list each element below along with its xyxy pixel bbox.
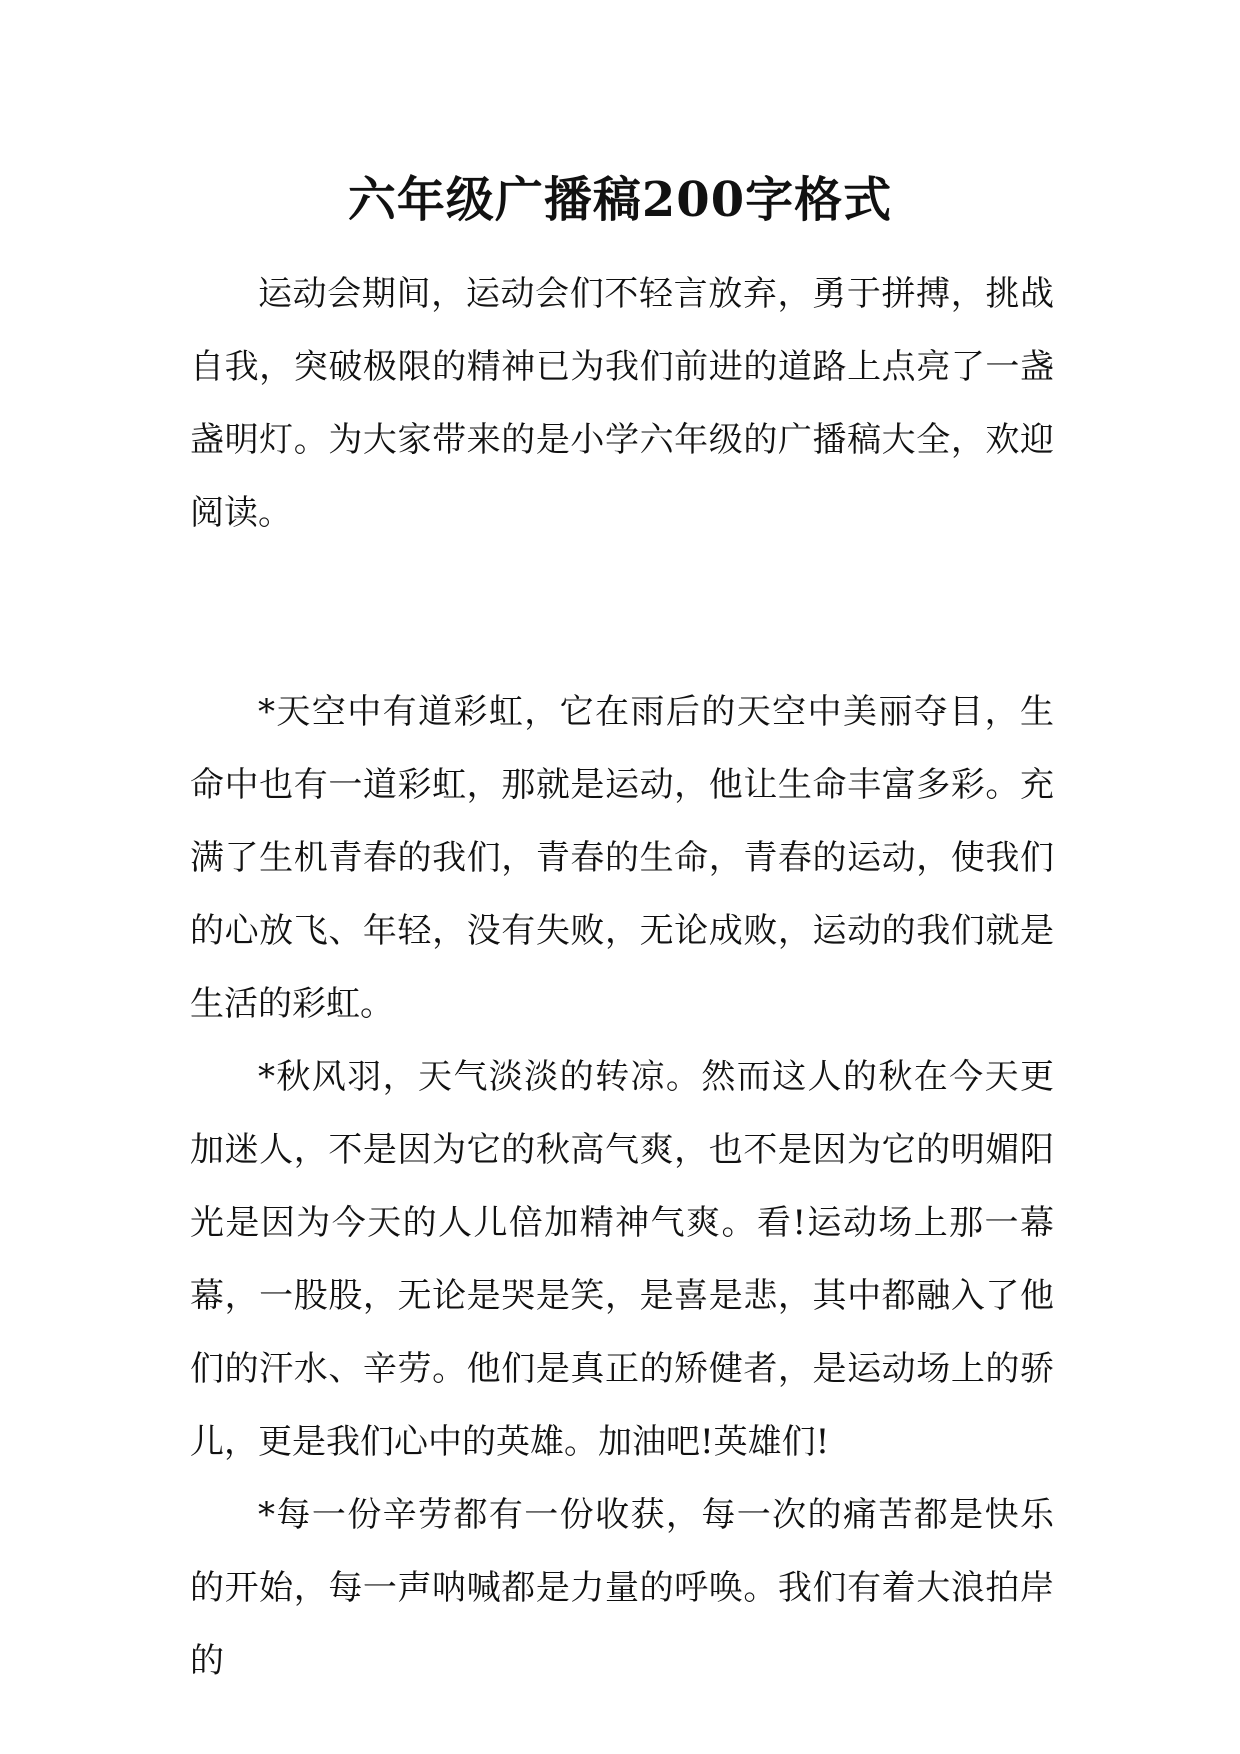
paragraph-rainbow: *天空中有道彩虹，它在雨后的天空中美丽夺目，生命中也有一道彩虹，那就是运动，他让生命丰富多彩。充满了生机青春的我们，青春的生命，青春的运动，使我们的心放飞、年轻，没有失败，无论成败，运动的我们就是生活的彩虹。 xyxy=(190,692,1054,1024)
document-body xyxy=(190,258,1054,1698)
paragraph-effort: *每一份辛劳都有一份收获，每一次的痛苦都是快乐的开始，每一声呐喊都是力量的呼唤。我们有着大浪拍岸的 xyxy=(190,1495,1054,1681)
paragraph-autumn: *秋风羽，天气淡淡的转凉。然而这人的秋在今天更加迷人，不是因为它的秋高气爽，也不是因为它的明媚阳光是因为今天的人儿倍加精神气爽。看!运动场上那一幕幕，一股股，无论是哭是笑，是喜是悲，其中都融入了他们的汗水、辛劳。他们是真正的矫健者，是运动场上的骄儿，更是我们心中的英雄。加油吧!英雄们! xyxy=(190,1057,1054,1462)
document-title: 六年级广播稿200字格式 xyxy=(347,172,893,228)
paragraph-intro: 运动会期间，运动会们不轻言放弃，勇于拼搏，挑战自我，突破极限的精神已为我们前进的道路上点亮了一盏盏明灯。为大家带来的是小学六年级的广播稿大全，欢迎阅读。 xyxy=(190,274,1054,533)
